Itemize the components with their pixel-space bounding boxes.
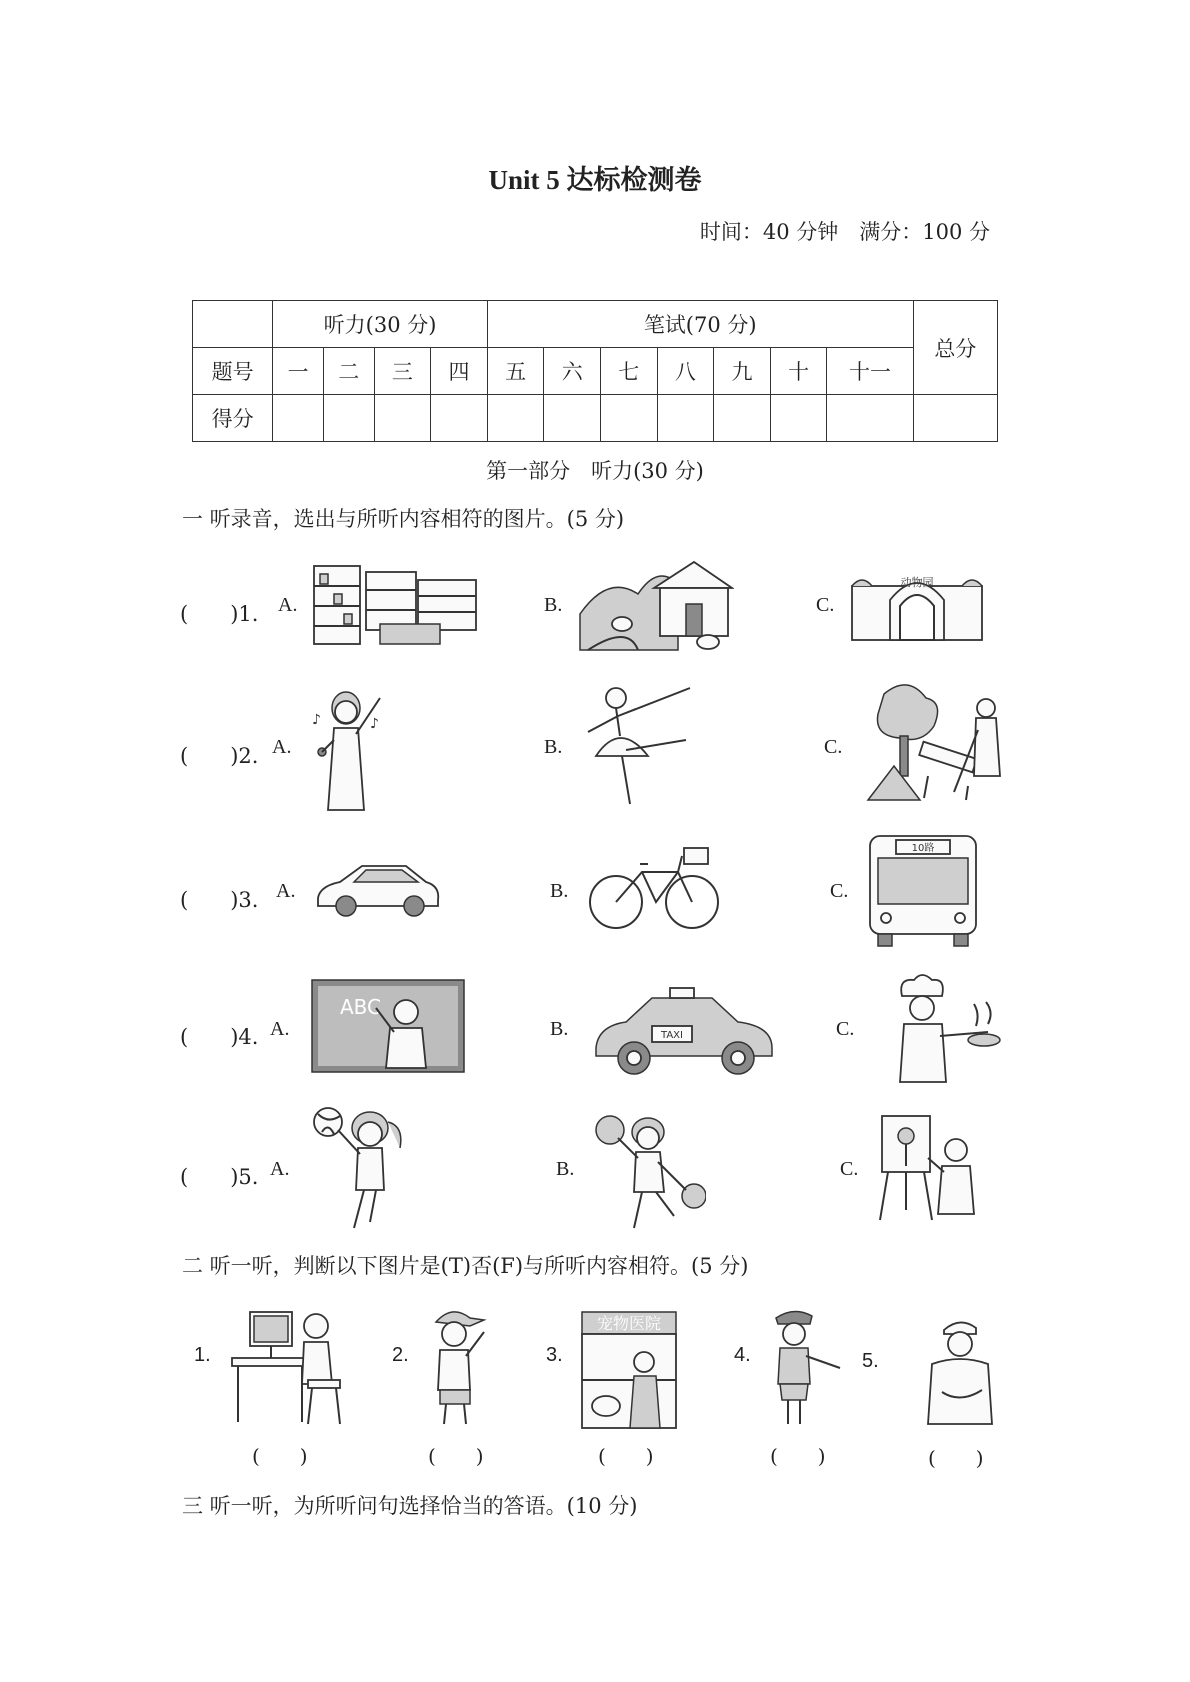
col-number: 十一 [827, 348, 913, 395]
score-cell[interactable] [544, 395, 601, 442]
car-icon [314, 858, 442, 920]
boy-cap-icon [422, 1304, 496, 1428]
section-two-heading: 二 听一听，判断以下图片是(T)否(F)与所听内容相符。(5 分) [182, 1254, 749, 1278]
cook-icon [884, 974, 1002, 1084]
q2-number: 3. [546, 1344, 563, 1366]
score-cell[interactable] [431, 395, 488, 442]
option-b-label: B. [544, 736, 563, 758]
option-c-label: C. [816, 594, 835, 616]
score-cell[interactable] [770, 395, 827, 442]
question-3-number: ( )3. [180, 888, 259, 912]
answer-blank[interactable]: ( ) [252, 1444, 308, 1468]
col-number: 六 [544, 348, 601, 395]
row-label-number: 题号 [193, 348, 273, 395]
taxi-icon [590, 986, 778, 1078]
score-cell[interactable] [657, 395, 714, 442]
col-number: 九 [714, 348, 771, 395]
dancer-icon [574, 680, 694, 808]
score-cell[interactable] [714, 395, 771, 442]
section-one-heading: 一 听录音，选出与所听内容相符的图片。(5 分) [182, 507, 625, 531]
exam-meta: 时间：40 分钟 满分：100 分 [699, 220, 990, 244]
farm-icon [578, 554, 734, 652]
col-number: 一 [273, 348, 324, 395]
bus-sign: 10路 [911, 843, 935, 854]
score-cell[interactable] [827, 395, 913, 442]
total-header: 总分 [913, 301, 997, 395]
option-c-label: C. [830, 880, 849, 902]
singer-icon [306, 688, 386, 812]
question-5-number: ( )5. [180, 1165, 259, 1189]
part-one-heading: 第一部分 听力(30 分) [486, 459, 704, 483]
supermarket-icon [310, 558, 480, 648]
option-b-label: B. [550, 1018, 569, 1040]
question-2-number: ( )2. [180, 744, 259, 768]
writing-header: 笔试(70 分) [487, 301, 913, 348]
bus-icon [866, 832, 980, 948]
zoo-sign: 动物园 [900, 576, 934, 589]
score-cell[interactable] [323, 395, 374, 442]
cleaner-icon [864, 680, 1008, 804]
score-table [192, 300, 998, 442]
score-cell[interactable] [601, 395, 658, 442]
answer-blank[interactable]: ( ) [598, 1444, 654, 1468]
taxi-sign: TAXI [661, 1030, 683, 1041]
svg-text:♪: ♪ [370, 716, 379, 732]
section-three-heading: 三 听一听，为所听问句选择恰当的答语。(10 分) [182, 1494, 638, 1518]
painter-icon [876, 1110, 982, 1222]
col-number: 十 [770, 348, 827, 395]
option-a-label: A. [272, 736, 292, 758]
q2-number: 2. [392, 1344, 409, 1366]
zoo-gate-icon [850, 556, 984, 642]
option-a-label: A. [270, 1018, 290, 1040]
option-c-label: C. [840, 1158, 859, 1180]
q2-number: 1. [194, 1344, 211, 1366]
svg-text:♪: ♪ [312, 712, 321, 728]
option-a-label: A. [276, 880, 296, 902]
score-cell[interactable] [913, 395, 997, 442]
col-number: 二 [323, 348, 374, 395]
q2-number: 4. [734, 1344, 751, 1366]
answer-blank[interactable]: ( ) [928, 1446, 984, 1470]
corner-cell [193, 301, 273, 348]
score-cell[interactable] [374, 395, 431, 442]
col-number: 三 [374, 348, 431, 395]
col-number: 四 [431, 348, 488, 395]
question-1-number: ( )1. [180, 602, 259, 626]
volleyball-girl-icon [312, 1104, 416, 1232]
cheerleader-icon [594, 1112, 706, 1232]
answer-blank[interactable]: ( ) [770, 1444, 826, 1468]
answer-blank[interactable]: ( ) [428, 1444, 484, 1468]
hospital-sign: 宠物医院 [596, 1314, 662, 1333]
option-a-label: A. [270, 1158, 290, 1180]
page-title: Unit 5 达标检测卷 [488, 165, 702, 195]
option-c-label: C. [824, 736, 843, 758]
option-b-label: B. [556, 1158, 575, 1180]
pet-hospital-icon [578, 1310, 680, 1430]
board-text: ABC [340, 995, 382, 1019]
option-b-label: B. [544, 594, 563, 616]
option-c-label: C. [836, 1018, 855, 1040]
question-4-number: ( )4. [180, 1025, 259, 1049]
col-number: 五 [487, 348, 544, 395]
option-a-label: A. [278, 594, 298, 616]
listening-header: 听力(30 分) [273, 301, 488, 348]
teacher-icon [310, 978, 466, 1074]
col-number: 八 [657, 348, 714, 395]
q2-number: 5. [862, 1350, 879, 1372]
worker-icon [924, 1316, 1000, 1428]
option-b-label: B. [550, 880, 569, 902]
col-number: 七 [601, 348, 658, 395]
police-woman-icon [764, 1304, 848, 1428]
computer-boy-icon [228, 1304, 348, 1428]
score-cell[interactable] [273, 395, 324, 442]
row-label-score: 得分 [193, 395, 273, 442]
score-cell[interactable] [487, 395, 544, 442]
bicycle-icon [586, 842, 722, 932]
